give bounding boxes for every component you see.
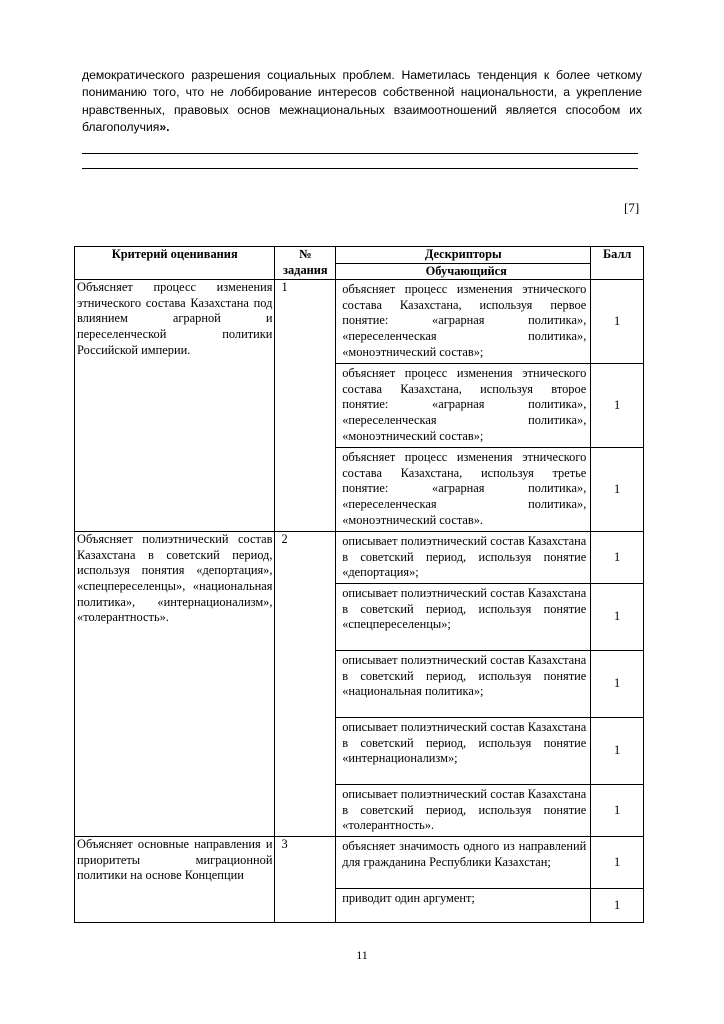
points-cell: 1 xyxy=(591,837,644,889)
table-row xyxy=(75,837,644,889)
criterion-cell: Объясняет полиэтнический состав Казахстана в советский период, используя понятия «депортация», «спецпереселенцы», «национальная политика», «интернационализм», «толерантность». xyxy=(75,532,275,837)
points-cell: 1 xyxy=(591,785,644,837)
criterion-cell: Объясняет процесс изменения этнического состава Казахстана под влиянием аграрной и переселенческой политики Российской империи. xyxy=(75,280,275,532)
assessment-rubric-table xyxy=(74,246,644,923)
intro-text: демократического разрешения социальных проблем. Наметилась тенденция к более четкому пониманию того, что не лоббирование интересов собственной национальности, а укрепление нравственных, правовых основ межнациональных взаимоотношений является способом их благополучия xyxy=(82,68,642,135)
descriptor-cell: описывает полиэтнический состав Казахстана в советский период, используя понятие «национальная политика»; xyxy=(336,651,591,718)
descriptor-cell: объясняет значимость одного из направлений для гражданина Республики Казахстан; xyxy=(336,837,591,889)
header-task-number-line1: № xyxy=(299,247,312,261)
criterion-cell: Объясняет основные направления и приоритеты миграционной политики на основе Концепции xyxy=(75,837,275,923)
points-cell: 1 xyxy=(591,651,644,718)
intro-paragraph xyxy=(82,67,642,137)
table-row xyxy=(75,280,644,364)
task-number-cell: 2 xyxy=(275,532,336,837)
header-descriptors: Дескрипторы xyxy=(336,247,591,264)
task-number-cell: 1 xyxy=(275,280,336,532)
points-cell: 1 xyxy=(591,364,644,448)
points-cell: 1 xyxy=(591,889,644,923)
points-cell: 1 xyxy=(591,718,644,785)
points-cell: 1 xyxy=(591,280,644,364)
answer-line-1 xyxy=(82,153,638,154)
header-learner: Обучающийся xyxy=(336,263,591,280)
header-criterion: Критерий оценивания xyxy=(75,247,275,280)
descriptor-cell: описывает полиэтнический состав Казахстана в советский период, используя понятие «интернационализм»; xyxy=(336,718,591,785)
intro-end-mark: ». xyxy=(159,120,170,135)
points-cell: 1 xyxy=(591,532,644,584)
table-row xyxy=(75,532,644,584)
header-task-number xyxy=(275,247,336,280)
descriptor-cell: приводит один аргумент; xyxy=(336,889,591,923)
header-task-number-line2: задания xyxy=(283,262,328,277)
points-cell: 1 xyxy=(591,584,644,651)
header-points: Балл xyxy=(591,247,644,280)
descriptor-cell: описывает полиэтнический состав Казахстана в советский период, используя понятие «депортация»; xyxy=(336,532,591,584)
max-score-label: [7] xyxy=(624,200,640,215)
points-cell: 1 xyxy=(591,448,644,532)
descriptor-cell: описывает полиэтнический состав Казахстана в советский период, используя понятие «спецпереселенцы»; xyxy=(336,584,591,651)
descriptor-cell: объясняет процесс изменения этнического состава Казахстана, используя второе понятие: «аграрная политика», «переселенческая политика», «моноэтнический состав»; xyxy=(336,364,591,448)
page-number: 11 xyxy=(356,948,368,962)
task-number-cell: 3 xyxy=(275,837,336,923)
answer-line-2 xyxy=(82,168,638,169)
descriptor-cell: объясняет процесс изменения этнического состава Казахстана, используя первое понятие: «аграрная политика», «переселенческая политика», «моноэтнический состав»; xyxy=(336,280,591,364)
descriptor-cell: описывает полиэтнический состав Казахстана в советский период, используя понятие «толерантность». xyxy=(336,785,591,837)
descriptor-cell: объясняет процесс изменения этнического состава Казахстана, используя третье понятие: «аграрная политика», «переселенческая политика», «моноэтнический состав». xyxy=(336,448,591,532)
